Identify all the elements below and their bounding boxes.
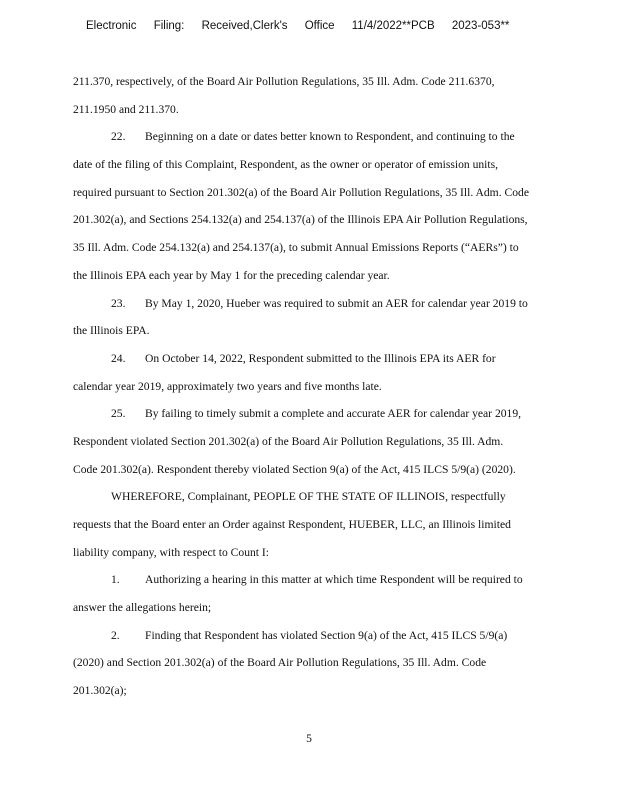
paragraph-number: 23. xyxy=(111,296,126,310)
line-text: Beginning on a date or dates better known to Respondent, and continuing to the xyxy=(145,130,515,144)
paragraph-number: 25. xyxy=(111,407,126,421)
header-part-office: Office xyxy=(304,20,335,32)
paragraph-number: 24. xyxy=(111,351,126,365)
text-line xyxy=(73,649,613,677)
text-line xyxy=(73,677,613,705)
line-text: 211.1950 and 211.370. xyxy=(73,102,179,116)
line-text: By failing to timely submit a complete and accurate AER for calendar year 2019, xyxy=(145,407,522,421)
line-text: answer the allegations herein; xyxy=(73,601,212,615)
line-text: requests that the Board enter an Order against Respondent, HUEBER, LLC, an Illinois limited xyxy=(73,518,511,531)
line-text: Finding that Respondent has violated Section 9(a) of the Act, 415 ILCS 5/9(a) xyxy=(145,628,508,642)
text-line xyxy=(73,483,613,511)
line-text: Authorizing a hearing in this matter at which time Respondent will be required to xyxy=(145,573,523,587)
paragraph-number: 1. xyxy=(111,573,120,587)
line-text: liability company, with respect to Count I: xyxy=(73,545,269,559)
text-line xyxy=(73,179,613,207)
line-text: On October 14, 2022, Respondent submitted to the Illinois EPA its AER for xyxy=(145,351,496,365)
text-line xyxy=(73,594,613,622)
text-line xyxy=(73,96,613,124)
line-text: Respondent violated Section 201.302(a) of the Board Air Pollution Regulations, 35 Ill. Adm. xyxy=(73,434,504,448)
line-text: 201.302(a), and Sections 254.132(a) and 254.137(a) of the Illinois EPA Air Pollution Regulations, xyxy=(73,213,528,227)
text-line xyxy=(73,345,613,373)
line-text: WHEREFORE, Complainant, PEOPLE OF THE STATE OF ILLINOIS, respectfully xyxy=(111,490,506,504)
text-line xyxy=(73,428,613,456)
line-text: the Illinois EPA. xyxy=(73,324,150,338)
line-text: 35 Ill. Adm. Code 254.132(a) and 254.137(a), to submit Annual Emissions Reports (“AERs”) to xyxy=(73,241,519,255)
text-line xyxy=(73,151,613,179)
body-text xyxy=(73,68,613,705)
text-line xyxy=(73,234,613,262)
text-line xyxy=(73,622,613,650)
filing-header xyxy=(86,20,586,32)
header-part-date: 11/4/2022**PCB xyxy=(351,20,435,32)
text-line xyxy=(73,400,613,428)
line-text: Code 201.302(a). Respondent thereby violated Section 9(a) of the Act, 415 ILCS 5/9(a) (2020). xyxy=(73,462,516,476)
header-part-electronic: Electronic xyxy=(86,20,137,32)
paragraph-number: 2. xyxy=(111,628,120,642)
line-text: calendar year 2019, approximately two years and five months late. xyxy=(73,379,382,393)
text-line xyxy=(73,262,613,290)
header-part-received: Received,Clerk's xyxy=(201,20,288,32)
header-part-filing: Filing: xyxy=(153,20,185,32)
line-text: required pursuant to Section 201.302(a) of the Board Air Pollution Regulations, 35 Ill. Adm. Code xyxy=(73,185,529,199)
text-line xyxy=(73,566,613,594)
text-line xyxy=(73,539,613,567)
header-part-case: 2023-053** xyxy=(451,20,510,32)
text-line xyxy=(73,123,613,151)
line-text: (2020) and Section 201.302(a) of the Board Air Pollution Regulations, 35 Ill. Adm. Code xyxy=(73,656,487,670)
line-text: date of the filing of this Complaint, Respondent, as the owner or operator of emission units, xyxy=(73,158,499,172)
text-line xyxy=(73,68,613,96)
text-line xyxy=(73,511,613,539)
page-number: 5 xyxy=(306,732,312,745)
line-text: the Illinois EPA each year by May 1 for the preceding calendar year. xyxy=(73,268,390,282)
text-line xyxy=(73,456,613,484)
line-text: 211.370, respectively, of the Board Air Pollution Regulations, 35 Ill. Adm. Code 211.6370, xyxy=(73,75,495,88)
text-line xyxy=(73,373,613,401)
text-line xyxy=(73,317,613,345)
text-line xyxy=(73,206,613,234)
text-line xyxy=(73,290,613,318)
paragraph-number: 22. xyxy=(111,130,126,144)
line-text: By May 1, 2020, Hueber was required to submit an AER for calendar year 2019 to xyxy=(145,296,528,310)
line-text: 201.302(a); xyxy=(73,684,127,698)
